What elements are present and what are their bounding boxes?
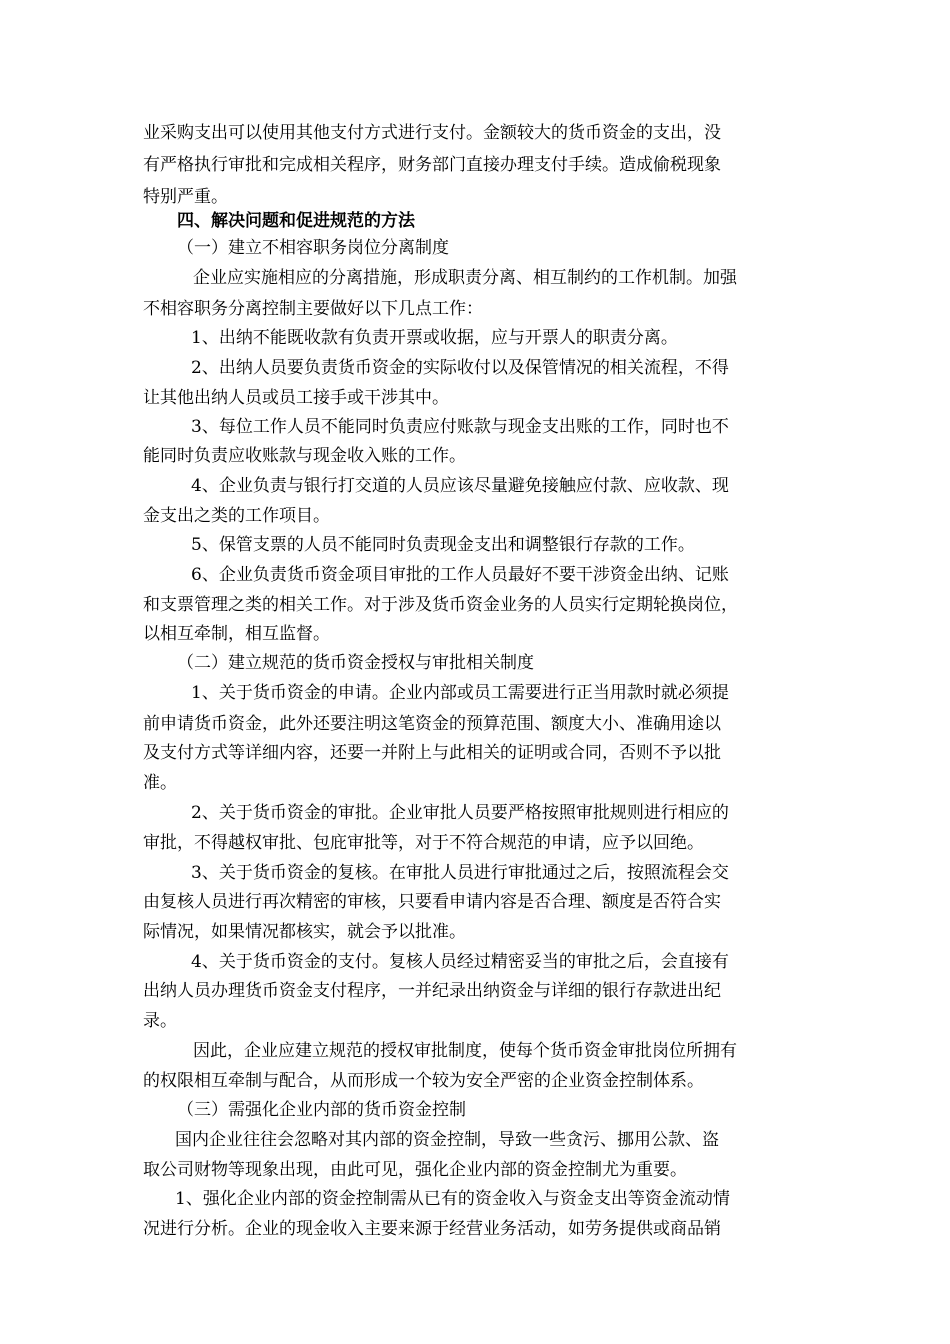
text-line: 国内企业往往会忽略对其内部的资金控制，导致一些贪污、挪用公款、盗	[175, 1130, 719, 1150]
list-item: 1、关于货币资金的申请。企业内部或员工需要进行正当用款时就必须提	[191, 683, 729, 703]
list-item: 3、每位工作人员不能同时负责应付账款与现金支出账的工作，同时也不	[191, 417, 729, 437]
text-line: 企业应实施相应的分离措施，形成职责分离、相互制约的工作机制。加强	[193, 268, 737, 288]
text-line: 由复核人员进行再次精密的审核，只要看申请内容是否合理、额度是否符合实	[143, 892, 721, 912]
text-line: 有严格执行审批和完成相关程序，财务部门直接办理支付手续。造成偷税现象	[143, 155, 721, 175]
text-line: 出纳人员办理货币资金支付程序，一并纪录出纳资金与详细的银行存款进出纪	[143, 981, 721, 1001]
text-line: 及支付方式等详细内容，还要一并附上与此相关的证明或合同，否则不予以批	[143, 743, 721, 763]
text-line: 以相互牵制，相互监督。	[143, 624, 330, 644]
text-line: 能同时负责应收账款与现金收入账的工作。	[143, 446, 466, 466]
section-heading: 四、解决问题和促进规范的方法	[177, 211, 415, 231]
text-line: 不相容职务分离控制主要做好以下几点工作：	[143, 299, 483, 319]
text-line: 特别严重。	[143, 187, 228, 207]
text-line: 际情况，如果情况都核实，就会予以批准。	[143, 922, 466, 942]
text-line: 金支出之类的工作项目。	[143, 506, 330, 526]
text-line: 前申请货币资金，此外还要注明这笔资金的预算范围、额度大小、准确用途以	[143, 714, 721, 734]
subsection-heading: （三）需强化企业内部的货币资金控制	[177, 1100, 466, 1120]
text-line: 业采购支出可以使用其他支付方式进行支付。金额较大的货币资金的支出，没	[143, 123, 721, 143]
text-line: 审批，不得越权审批、包庇审批等，对于不符合规范的申请，应予以回绝。	[143, 833, 704, 853]
text-line: 取公司财物等现象出现，由此可见，强化企业内部的资金控制尤为重要。	[143, 1160, 687, 1180]
text-line: 因此，企业应建立规范的授权审批制度，使每个货币资金审批岗位所拥有	[193, 1041, 737, 1061]
list-item: 1、出纳不能既收款有负责开票或收据，应与开票人的职责分离。	[191, 328, 678, 348]
list-item: 2、出纳人员要负责货币资金的实际收付以及保管情况的相关流程，不得	[191, 358, 729, 378]
subsection-heading: （一）建立不相容职务岗位分离制度	[177, 238, 449, 258]
text-line: 让其他出纳人员或员工接手或干涉其中。	[143, 388, 449, 408]
list-item: 2、关于货币资金的审批。企业审批人员要严格按照审批规则进行相应的	[191, 803, 729, 823]
text-line: 录。	[143, 1011, 177, 1031]
list-item: 6、企业负责货币资金项目审批的工作人员最好不要干涉资金出纳、记账	[191, 565, 729, 585]
list-item: 4、关于货币资金的支付。复核人员经过精密妥当的审批之后，会直接有	[191, 952, 729, 972]
list-item: 5、保管支票的人员不能同时负责现金支出和调整银行存款的工作。	[191, 535, 695, 555]
subsection-heading: （二）建立规范的货币资金授权与审批相关制度	[177, 653, 534, 673]
list-item: 3、关于货币资金的复核。在审批人员进行审批通过之后，按照流程会交	[191, 863, 729, 883]
text-line: 的权限相互牵制与配合，从而形成一个较为安全严密的企业资金控制体系。	[143, 1071, 704, 1091]
text-line: 准。	[143, 773, 177, 793]
text-line: 况进行分析。企业的现金收入主要来源于经营业务活动，如劳务提供或商品销	[143, 1219, 721, 1239]
text-line: 和支票管理之类的相关工作。对于涉及货币资金业务的人员实行定期轮换岗位，	[143, 595, 738, 615]
list-item: 1、强化企业内部的资金控制需从已有的资金收入与资金支出等资金流动情	[175, 1189, 730, 1209]
list-item: 4、企业负责与银行打交道的人员应该尽量避免接触应付款、应收款、现	[191, 476, 729, 496]
